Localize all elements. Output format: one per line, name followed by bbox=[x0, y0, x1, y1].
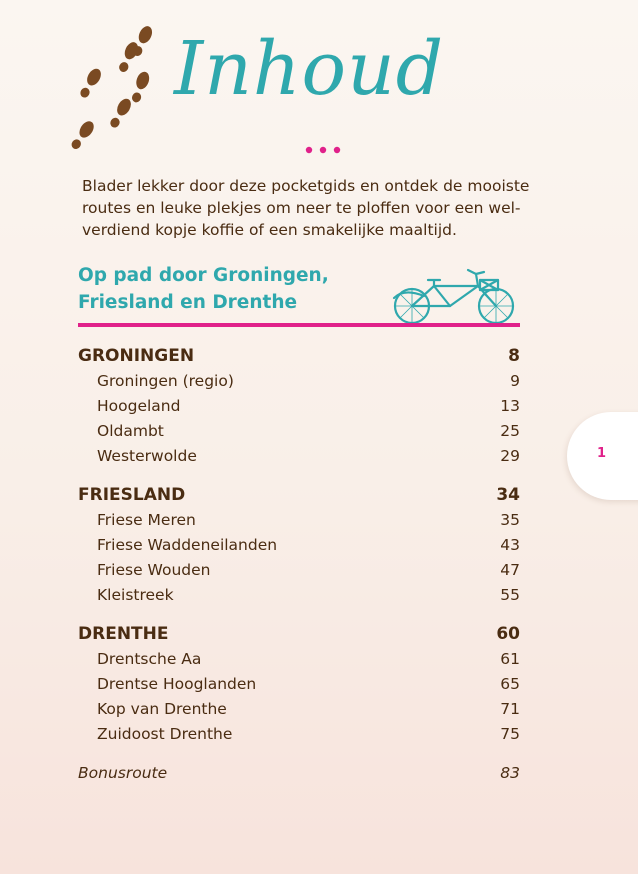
page-tab-number: 1 bbox=[597, 446, 607, 461]
toc-entry-title: Kleistreek bbox=[97, 586, 174, 604]
toc-entry-page: 43 bbox=[500, 536, 520, 554]
toc-chapter-page: 60 bbox=[496, 624, 520, 644]
toc-entry-title: Zuidoost Drenthe bbox=[97, 725, 233, 743]
toc-chapter-row[interactable] bbox=[78, 483, 520, 508]
toc-entry-title: Hoogeland bbox=[97, 397, 181, 415]
toc-chapter-page: 34 bbox=[496, 485, 520, 505]
intro-text: Blader lekker door deze pocketgids en ontdek de mooiste routes en leuke plekjes om neer te ploffen voor een wel-verdiend kopje koffie of een smakelijke maaltijd. bbox=[82, 177, 530, 239]
toc-entry-page: 75 bbox=[500, 725, 520, 743]
toc-entry-title: Kop van Drenthe bbox=[97, 700, 227, 718]
toc-chapter-page: 8 bbox=[508, 346, 520, 366]
toc-entry-row[interactable] bbox=[78, 558, 520, 583]
toc-entry-row[interactable] bbox=[78, 697, 520, 722]
section-divider bbox=[78, 323, 520, 327]
toc-entry-row[interactable] bbox=[78, 647, 520, 672]
toc-entry-row[interactable] bbox=[78, 419, 520, 444]
toc-chapter-row[interactable] bbox=[78, 622, 520, 647]
toc-entry-title: Drentse Hooglanden bbox=[97, 675, 257, 693]
toc-entry-row[interactable] bbox=[78, 444, 520, 469]
toc-group bbox=[78, 483, 520, 608]
footprints-icon bbox=[60, 18, 165, 158]
section-heading-line2: Friesland en Drenthe bbox=[78, 292, 298, 313]
toc-entry-page: 13 bbox=[500, 397, 520, 415]
toc-entry-row[interactable] bbox=[78, 672, 520, 697]
toc-entry-page: 61 bbox=[500, 650, 520, 668]
toc-entry-row[interactable] bbox=[78, 369, 520, 394]
toc-entry-page: 71 bbox=[500, 700, 520, 718]
toc-entry-row[interactable] bbox=[78, 394, 520, 419]
toc-entry-title: Friese Wouden bbox=[97, 561, 211, 579]
toc-entry-page: 65 bbox=[500, 675, 520, 693]
toc-entry-page: 47 bbox=[500, 561, 520, 579]
toc-entry-page: 29 bbox=[500, 447, 520, 465]
toc-entry-page: 55 bbox=[500, 586, 520, 604]
toc-entry-page: 9 bbox=[510, 372, 520, 390]
toc-chapter-title: FRIESLAND bbox=[78, 485, 186, 505]
toc-entry-row[interactable] bbox=[78, 508, 520, 533]
section-heading-line1: Op pad door Groningen, bbox=[78, 265, 329, 286]
decorative-dots bbox=[303, 145, 343, 155]
toc-bonus-page: 83 bbox=[500, 764, 520, 782]
table-of-contents bbox=[78, 344, 520, 786]
toc-chapter-title: GRONINGEN bbox=[78, 346, 195, 366]
toc-group bbox=[78, 622, 520, 747]
toc-group bbox=[78, 344, 520, 469]
toc-entry-page: 25 bbox=[500, 422, 520, 440]
toc-entry-title: Drentsche Aa bbox=[97, 650, 202, 668]
toc-entry-row[interactable] bbox=[78, 533, 520, 558]
toc-entry-title: Oldambt bbox=[97, 422, 164, 440]
page-tab bbox=[567, 412, 638, 500]
toc-entry-title: Friese Meren bbox=[97, 511, 196, 529]
toc-entry-title: Westerwolde bbox=[97, 447, 197, 465]
page-title: Inhoud bbox=[174, 26, 445, 112]
toc-entry-title: Friese Waddeneilanden bbox=[97, 536, 278, 554]
toc-chapter-row[interactable] bbox=[78, 344, 520, 369]
toc-entry-title: Groningen (regio) bbox=[97, 372, 234, 390]
toc-bonus-row[interactable] bbox=[78, 761, 520, 786]
toc-entry-row[interactable] bbox=[78, 722, 520, 747]
bicycle-icon bbox=[388, 266, 520, 326]
toc-entry-page: 35 bbox=[500, 511, 520, 529]
toc-chapter-title: DRENTHE bbox=[78, 624, 169, 644]
toc-bonus-title: Bonusroute bbox=[78, 764, 168, 782]
toc-entry-row[interactable] bbox=[78, 583, 520, 608]
section-heading bbox=[78, 262, 398, 316]
